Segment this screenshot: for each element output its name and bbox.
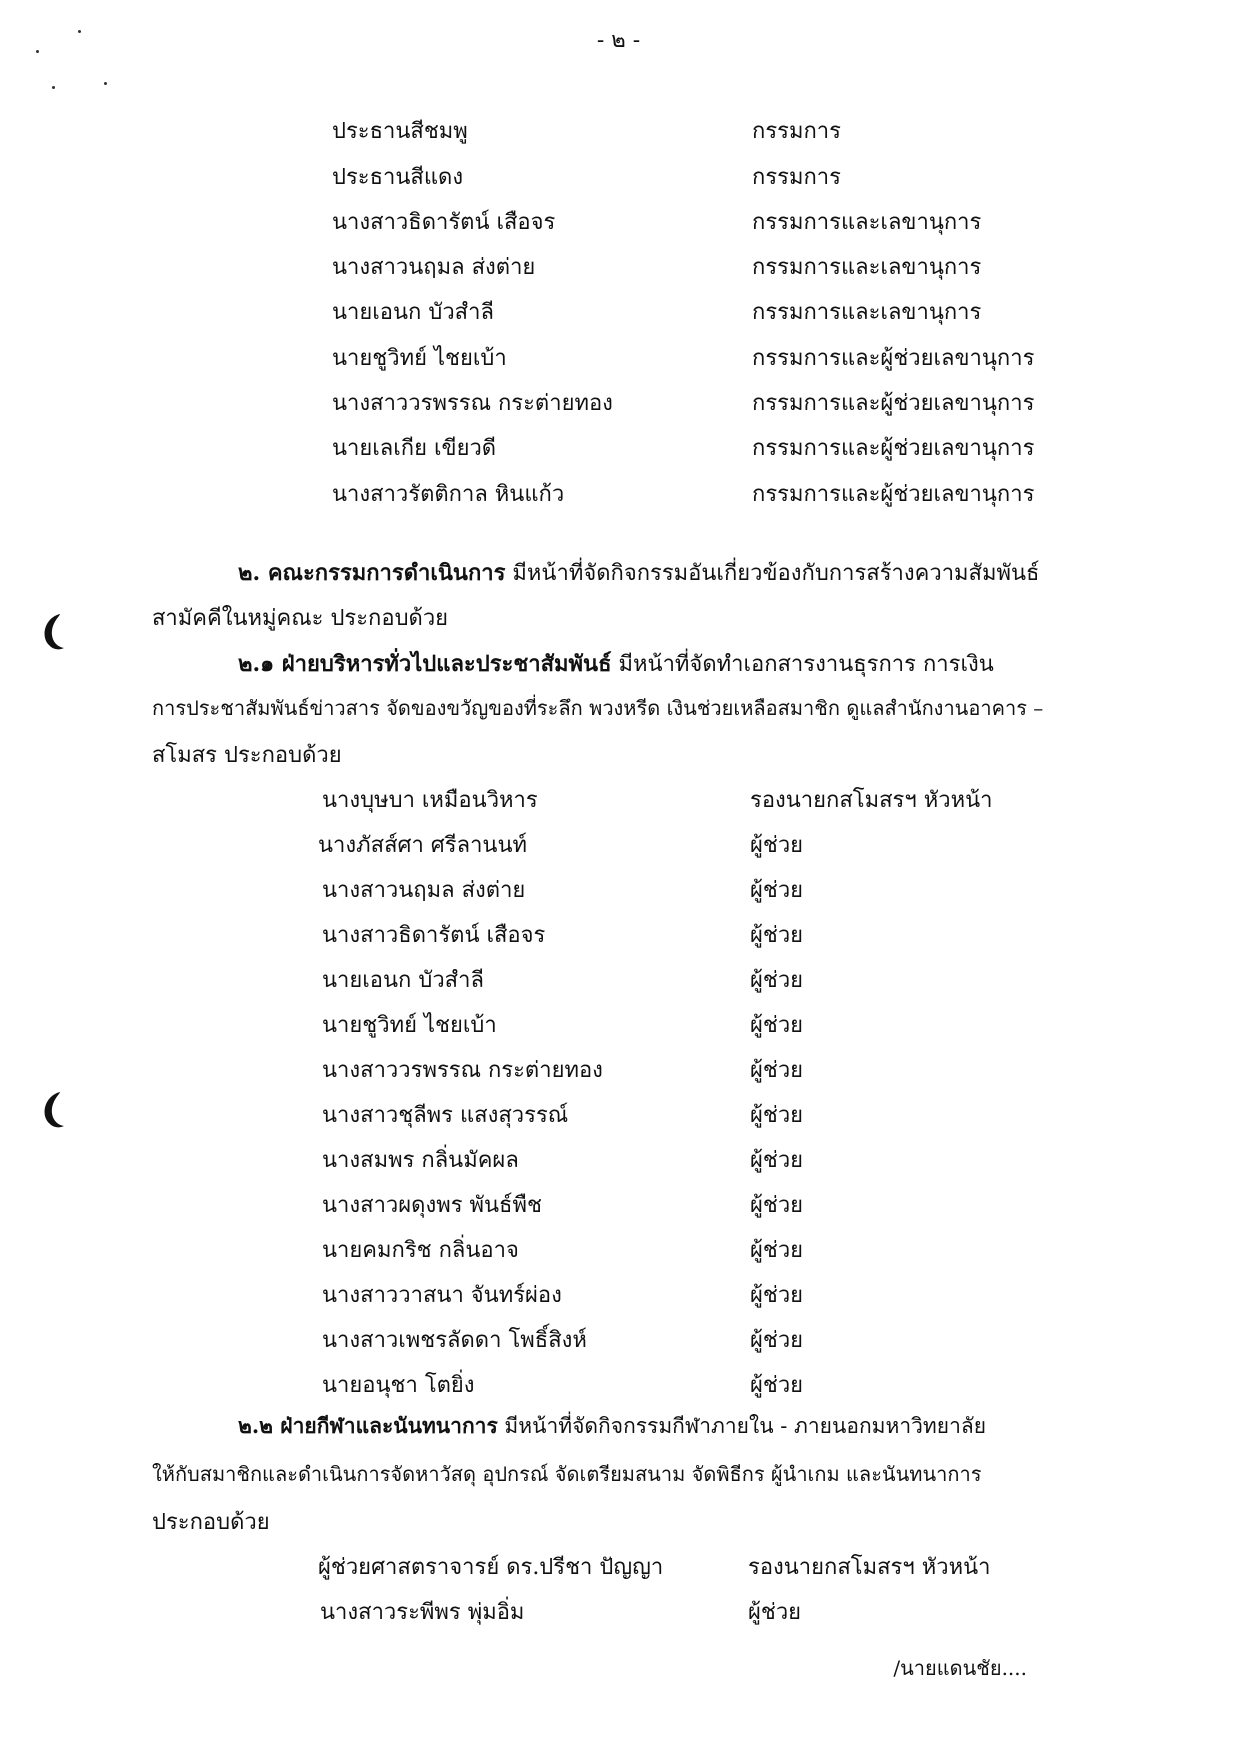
member-name: นายชูวิทย์ ไชยเบ้า [332,346,507,371]
member-name: นายเอนก บัวสำลี [322,968,484,993]
section-2-1-line-2: การประชาสัมพันธ์ข่าวสาร จัดของขวัญของที่ระลึก พวงหรีด เงินช่วยเหลือสมาชิก ดูแลสำนักงานอาคาร – [152,696,1044,720]
list-item [0,872,1237,906]
member-role: ผู้ช่วย [750,1103,804,1128]
member-role: ผู้ช่วย [750,1373,804,1398]
member-role: ผู้ช่วย [750,1238,804,1263]
member-role: ผู้ช่วย [750,1058,804,1083]
section-2-1-text: มีหน้าที่จัดทำเอกสารงานธุรการ การเงิน [611,652,994,677]
section-2-2-heading: ๒.๒ ฝ่ายกีฬาและนันทนาการ [238,1413,498,1438]
member-name: นางสาวนฤมล ส่งต่าย [322,878,526,903]
member-name: นางสาวธิดารัตน์ เสือจร [322,923,546,948]
member-name: นางสาวรัตติกาล หินแก้ว [332,482,565,507]
list-item [0,1187,1237,1221]
member-role: ผู้ช่วย [750,833,804,858]
list-item [0,1594,1237,1628]
list-item [0,476,1237,510]
member-role: กรรมการและเลขานุการ [752,255,982,280]
list-item [0,1142,1237,1176]
member-name: ประธานสีชมพู [332,119,468,144]
member-role: กรรมการและผู้ช่วยเลขานุการ [752,391,1035,416]
member-role: กรรมการ [752,165,841,190]
member-name: นางสาวธิดารัตน์ เสือจร [332,210,556,235]
list-item [0,159,1237,193]
page-number: - ๒ - [596,28,641,53]
section-2-text: มีหน้าที่จัดกิจกรรมอันเกี่ยวข้องกับการสร้างความสัมพันธ์ [505,561,1040,586]
member-name: นางสมพร กลิ่นมัคผล [322,1148,519,1173]
member-role: กรรมการและผู้ช่วยเลขานุการ [752,346,1035,371]
list-item [0,294,1237,328]
section-2-2-line-1 [238,1410,986,1443]
member-name: นางสาววรพรรณ กระต่ายทอง [332,391,613,416]
member-role: ผู้ช่วย [750,1193,804,1218]
list-item [0,204,1237,238]
section-2-1-line-1 [238,646,994,681]
member-role: รองนายกสโมสรฯ หัวหน้า [750,788,993,813]
list-item [0,962,1237,996]
member-name: ผู้ช่วยศาสตราจารย์ ดร.ปรีชา ปัญญา [318,1555,664,1580]
member-role: กรรมการและเลขานุการ [752,300,982,325]
list-item [0,1549,1237,1583]
continuation-reference: /นายแดนชัย.... [893,1656,1027,1680]
list-item [0,1097,1237,1131]
section-2-1-line-3: สโมสร ประกอบด้วย [152,743,342,768]
scan-speck [104,82,107,85]
member-name: นายเลเกีย เขียวดี [332,436,497,461]
member-role: ผู้ช่วย [750,968,804,993]
scan-speck [36,50,39,53]
list-item [0,249,1237,283]
list-item [0,1277,1237,1311]
member-name: นางสาวผดุงพร พันธ์พืช [322,1193,542,1218]
list-item [0,1367,1237,1401]
list-item [0,113,1237,147]
member-role: ผู้ช่วย [750,878,804,903]
member-name: นายเอนก บัวสำลี [332,300,494,325]
member-name: นางสาวเพชรลัดดา โพธิ์สิงห์ [322,1328,587,1353]
member-name: นางสาววาสนา จันทร์ผ่อง [322,1283,562,1308]
list-item [0,385,1237,419]
list-item [0,1232,1237,1266]
section-2-line-2: สามัคคีในหมู่คณะ ประกอบด้วย [152,606,449,631]
member-name: นางภัสส์ศา ศรีลานนท์ [318,833,527,858]
section-2-heading: ๒. คณะกรรมการดำเนินการ [238,560,506,586]
member-role: กรรมการและผู้ช่วยเลขานุการ [752,482,1035,507]
list-item [0,1322,1237,1356]
member-name: นายชูวิทย์ ไชยเบ้า [322,1013,497,1038]
member-name: นายอนุชา โตยิ่ง [322,1373,475,1398]
list-item [0,782,1237,816]
list-item [0,917,1237,951]
member-name: นายคมกริช กลิ่นอาจ [322,1238,519,1263]
punch-hole-icon [38,612,66,652]
member-name: นางสาวนฤมล ส่งต่าย [332,255,536,280]
list-item [0,340,1237,374]
member-role: กรรมการและเลขานุการ [752,210,982,235]
list-item [0,1007,1237,1041]
scan-speck [52,86,55,89]
member-role: ผู้ช่วย [750,1013,804,1038]
member-role: รองนายกสโมสรฯ หัวหน้า [748,1555,991,1580]
member-role: ผู้ช่วย [750,1328,804,1353]
list-item [0,1052,1237,1086]
list-item [0,430,1237,464]
member-name: นางสาวระพีพร พุ่มอิ่ม [320,1600,525,1625]
section-2-2-line-2: ให้กับสมาชิกและดำเนินการจัดหาวัสดุ อุปกรณ์ จัดเตรียมสนาม จัดพิธีกร ผู้นำเกม และนันทนาการ [152,1462,982,1486]
list-item [0,827,1237,861]
scan-speck [78,30,81,33]
member-role: ผู้ช่วย [750,1283,804,1308]
member-role: กรรมการและผู้ช่วยเลขานุการ [752,436,1035,461]
member-name: นางบุษบา เหมือนวิหาร [322,788,538,813]
section-2-line-1 [238,555,1039,590]
member-role: ผู้ช่วย [750,923,804,948]
member-role: กรรมการ [752,119,841,144]
section-2-1-heading: ๒.๑ ฝ่ายบริหารทั่วไปและประชาสัมพันธ์ [238,651,612,677]
member-name: ประธานสีแดง [332,165,464,190]
member-name: นางสาววรพรรณ กระต่ายทอง [322,1058,603,1083]
member-role: ผู้ช่วย [748,1600,802,1625]
section-2-2-text: มีหน้าที่จัดกิจกรรมกีฬาภายใน - ภายนอกมหาวิทยาลัย [497,1414,987,1438]
section-2-2-line-3: ประกอบด้วย [152,1510,270,1535]
member-role: ผู้ช่วย [750,1148,804,1173]
member-name: นางสาวชุลีพร แสงสุวรรณ์ [322,1103,569,1128]
